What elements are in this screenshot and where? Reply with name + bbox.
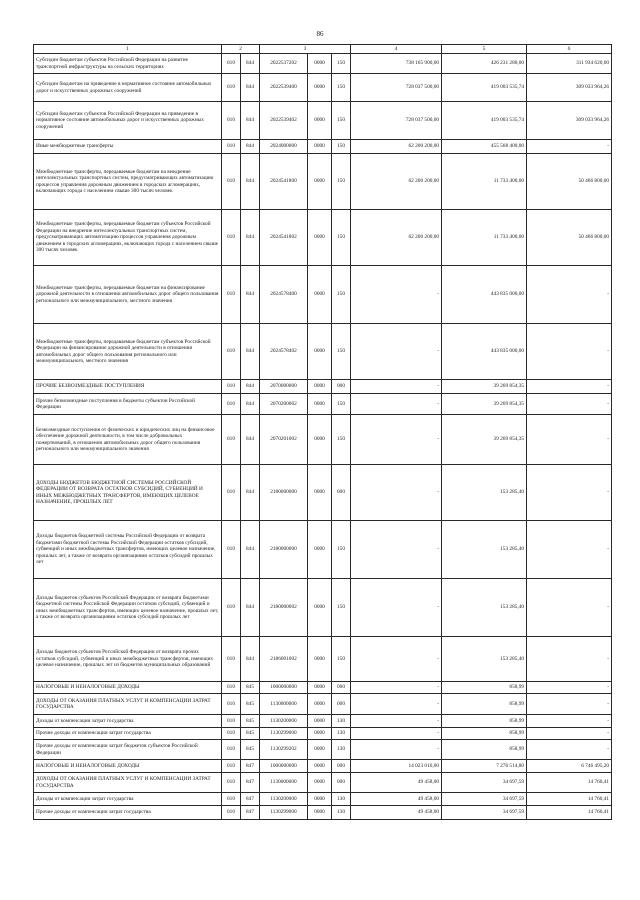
row-code-econ: 150 [332, 415, 351, 465]
row-value-executed: 443 835 000,00 [442, 266, 527, 324]
row-code-kbk: 2024000000 [260, 140, 308, 154]
row-code-program: 0000 [308, 579, 332, 637]
table-row [34, 760, 612, 773]
row-value-approved: - [351, 324, 442, 380]
row-code-main: 010 [222, 694, 241, 715]
row-description: Межбюджетные трансферты, передаваемые бюджетам субъектов Российской Федерации на внедрение интеллектуальных транспортных систем, предусматривающих автоматизацию процессов управления дорожным движением в городских агломерациях, включающих города с населением свыше 300 тысяч человек [34, 210, 222, 266]
row-code-program: 0000 [308, 715, 332, 728]
row-code-main: 010 [222, 682, 241, 694]
row-value-executed: 419 003 535,74 [442, 102, 527, 140]
row-description: ДОХОДЫ ОТ ОКАЗАНИЯ ПЛАТНЫХ УСЛУГ И КОМПЕНСАЦИИ ЗАТРАТ ГОСУДАРСТВА [34, 773, 222, 793]
row-description: Доходы бюджетов бюджетной системы Российской Федерации от возврата бюджетами бюджетной системы Российской Федерации остатков субсидий, субвенций и иных межбюджетных трансфертов, имеющих целевое назначение, прошлых лет, а также от возврата организациями остатков субсидий прошлых лет [34, 521, 222, 579]
row-value-approved: 49 458,00 [351, 793, 442, 806]
row-code-econ: 150 [332, 266, 351, 324]
row-code-main: 010 [222, 415, 241, 465]
row-value-executed: 455 568 400,00 [442, 140, 527, 154]
row-code-main: 010 [222, 210, 241, 266]
row-code-econ: 000 [332, 465, 351, 521]
row-code-kbk: 2180000000 [260, 521, 308, 579]
row-code-kbk: 2070200002 [260, 394, 308, 415]
row-value-unexecuted: - [527, 740, 612, 760]
row-value-approved: 62 200 200,00 [351, 140, 442, 154]
table-row [34, 324, 612, 380]
row-description: ПРОЧИЕ БЕЗВОЗМЕЗДНЫЕ ПОСТУПЛЕНИЯ [34, 380, 222, 394]
row-code-econ: 150 [332, 74, 351, 102]
row-code-kbk: 1130000000 [260, 694, 308, 715]
row-description: Субсидии бюджетам субъектов Российской Федерации на приведение в нормативное состояние автомобильных дорог и искусственных дорожных сооружений [34, 102, 222, 140]
row-code-main: 010 [222, 54, 241, 74]
header-col-2: 2 [222, 45, 260, 54]
row-code-admin: 844 [241, 210, 260, 266]
row-value-unexecuted: 309 033 964,26 [527, 74, 612, 102]
row-code-admin: 844 [241, 465, 260, 521]
row-code-main: 010 [222, 394, 241, 415]
row-code-kbk: 1130299000 [260, 728, 308, 740]
row-value-executed: 39 269 854,35 [442, 415, 527, 465]
row-value-unexecuted: 14 760,41 [527, 793, 612, 806]
row-value-approved: - [351, 740, 442, 760]
row-value-approved: 738 165 900,00 [351, 54, 442, 74]
row-value-unexecuted: - [527, 521, 612, 579]
row-code-kbk: 2022537202 [260, 54, 308, 74]
row-code-main: 010 [222, 637, 241, 682]
table-row [34, 140, 612, 154]
row-code-kbk: 1130000000 [260, 773, 308, 793]
row-code-kbk: 2186001002 [260, 637, 308, 682]
table-row [34, 394, 612, 415]
row-code-admin: 847 [241, 793, 260, 806]
row-code-main: 010 [222, 728, 241, 740]
table-row [34, 740, 612, 760]
row-value-executed: 11 733 400,00 [442, 154, 527, 210]
row-value-executed: 7 276 514,80 [442, 760, 527, 773]
row-value-unexecuted: - [527, 415, 612, 465]
row-code-admin: 845 [241, 682, 260, 694]
table-row [34, 579, 612, 637]
row-value-executed: 426 231 280,00 [442, 54, 527, 74]
row-code-program: 0000 [308, 154, 332, 210]
table-row [34, 210, 612, 266]
row-code-admin: 844 [241, 102, 260, 140]
header-col-6: 6 [527, 45, 612, 54]
row-description: Доходы от компенсации затрат государства [34, 715, 222, 728]
row-value-executed: 34 697,59 [442, 793, 527, 806]
row-value-approved: - [351, 682, 442, 694]
row-code-main: 010 [222, 154, 241, 210]
header-col-5: 5 [442, 45, 527, 54]
row-code-program: 0000 [308, 740, 332, 760]
row-code-econ: 150 [332, 637, 351, 682]
row-value-approved: 728 037 500,00 [351, 74, 442, 102]
row-value-approved: - [351, 728, 442, 740]
row-value-executed: 443 835 000,00 [442, 324, 527, 380]
row-value-approved: 62 200 200,00 [351, 210, 442, 266]
row-value-approved: 14 023 010,00 [351, 760, 442, 773]
table-row [34, 637, 612, 682]
row-code-program: 0000 [308, 728, 332, 740]
row-code-admin: 847 [241, 760, 260, 773]
row-code-main: 010 [222, 380, 241, 394]
row-code-program: 0000 [308, 773, 332, 793]
row-code-kbk: 2022539402 [260, 102, 308, 140]
table-body [34, 54, 612, 820]
table-row [34, 521, 612, 579]
row-code-econ: 150 [332, 521, 351, 579]
row-code-admin: 847 [241, 773, 260, 793]
row-value-executed: 858,99 [442, 740, 527, 760]
row-code-kbk: 2024541802 [260, 210, 308, 266]
row-code-econ: 150 [332, 54, 351, 74]
row-code-econ: 130 [332, 728, 351, 740]
row-value-unexecuted: - [527, 579, 612, 637]
table-row [34, 154, 612, 210]
table-row [34, 266, 612, 324]
row-code-kbk: 2180000000 [260, 465, 308, 521]
row-code-main: 010 [222, 760, 241, 773]
row-description: Доходы от компенсации затрат государства [34, 793, 222, 806]
row-value-unexecuted: - [527, 380, 612, 394]
row-code-program: 0000 [308, 380, 332, 394]
table-row [34, 773, 612, 793]
row-value-unexecuted: 14 760,41 [527, 806, 612, 820]
row-code-econ: 150 [332, 579, 351, 637]
row-description: ДОХОДЫ ОТ ОКАЗАНИЯ ПЛАТНЫХ УСЛУГ И КОМПЕНСАЦИИ ЗАТРАТ ГОСУДАРСТВА [34, 694, 222, 715]
row-value-executed: 153 285,40 [442, 465, 527, 521]
row-value-executed: 419 003 535,74 [442, 74, 527, 102]
row-value-executed: 34 697,59 [442, 773, 527, 793]
row-code-main: 010 [222, 266, 241, 324]
column-number-header-row [34, 45, 612, 54]
row-value-unexecuted: - [527, 715, 612, 728]
row-description: Иные межбюджетные трансферты [34, 140, 222, 154]
row-description: Доходы бюджетов субъектов Российской Федерации от возврата прочих остатков субсидий, субвенций и иных межбюджетных трансфертов, имеющих целевое назначение, прошлых лет из бюджетов муниципальных образований [34, 637, 222, 682]
row-code-econ: 150 [332, 102, 351, 140]
header-col-4: 4 [351, 45, 442, 54]
row-code-admin: 844 [241, 266, 260, 324]
row-description: Прочие доходы от компенсации затрат государства [34, 728, 222, 740]
row-value-approved: - [351, 715, 442, 728]
header-col-3: 3 [260, 45, 351, 54]
row-value-unexecuted: - [527, 140, 612, 154]
row-code-admin: 844 [241, 140, 260, 154]
row-code-main: 010 [222, 793, 241, 806]
row-code-program: 0000 [308, 694, 332, 715]
row-code-econ: 000 [332, 380, 351, 394]
row-code-econ: 000 [332, 760, 351, 773]
row-value-executed: 858,99 [442, 728, 527, 740]
row-description: Прочие безвозмездные поступления в бюджеты субъектов Российской Федерации [34, 394, 222, 415]
table-row [34, 380, 612, 394]
row-description: Субсидии бюджетам на приведение в нормативное состояние автомобильных дорог и искусственных дорожных сооружений [34, 74, 222, 102]
row-code-program: 0000 [308, 465, 332, 521]
row-value-executed: 153 285,40 [442, 579, 527, 637]
row-value-approved: - [351, 694, 442, 715]
row-code-admin: 844 [241, 380, 260, 394]
row-code-admin: 847 [241, 806, 260, 820]
row-code-econ: 130 [332, 806, 351, 820]
row-code-program: 0000 [308, 394, 332, 415]
row-code-main: 010 [222, 140, 241, 154]
row-code-program: 0000 [308, 102, 332, 140]
row-code-main: 010 [222, 715, 241, 728]
row-code-econ: 000 [332, 694, 351, 715]
row-code-program: 0000 [308, 415, 332, 465]
row-code-kbk: 2070201002 [260, 415, 308, 465]
row-value-executed: 153 285,40 [442, 521, 527, 579]
row-value-approved: - [351, 380, 442, 394]
row-code-main: 010 [222, 806, 241, 820]
row-value-executed: 858,99 [442, 682, 527, 694]
row-code-main: 010 [222, 773, 241, 793]
row-code-admin: 845 [241, 728, 260, 740]
row-value-unexecuted: - [527, 394, 612, 415]
row-description: Прочие доходы от компенсации затрат государства [34, 806, 222, 820]
table-row [34, 102, 612, 140]
row-code-admin: 845 [241, 715, 260, 728]
row-code-admin: 844 [241, 54, 260, 74]
row-code-econ: 000 [332, 773, 351, 793]
row-value-executed: 858,99 [442, 694, 527, 715]
row-value-unexecuted: - [527, 324, 612, 380]
row-code-admin: 844 [241, 154, 260, 210]
row-code-program: 0000 [308, 760, 332, 773]
table-row [34, 793, 612, 806]
row-code-econ: 130 [332, 793, 351, 806]
row-code-main: 010 [222, 102, 241, 140]
row-code-econ: 130 [332, 715, 351, 728]
table-row [34, 728, 612, 740]
row-description: Межбюджетные трансферты, передаваемые бюджетам субъектов Российской Федерации на финансирование дорожной деятельности в отношении автомобильных дорог общего пользования регионального или межмуниципального, местного значения [34, 324, 222, 380]
table-row [34, 806, 612, 820]
table-row [34, 465, 612, 521]
table-row [34, 694, 612, 715]
row-code-kbk: 1130200000 [260, 793, 308, 806]
row-value-unexecuted: 6 746 495,20 [527, 760, 612, 773]
row-value-unexecuted: - [527, 465, 612, 521]
row-value-unexecuted: - [527, 637, 612, 682]
row-code-kbk: 2022539400 [260, 74, 308, 102]
row-code-kbk: 1130299000 [260, 806, 308, 820]
header-col-1: 1 [34, 45, 222, 54]
row-code-program: 0000 [308, 521, 332, 579]
row-description: Межбюджетные трансферты, передаваемые бюджетам на финансирование дорожной деятельности в отношении автомобильных дорог общего пользования регионального или межмуниципального, местного значения [34, 266, 222, 324]
row-code-admin: 845 [241, 740, 260, 760]
row-value-executed: 153 285,40 [442, 637, 527, 682]
row-value-unexecuted: - [527, 266, 612, 324]
table-row [34, 74, 612, 102]
row-code-program: 0000 [308, 266, 332, 324]
row-value-approved: 728 037 500,00 [351, 102, 442, 140]
row-description: ДОХОДЫ БЮДЖЕТОВ БЮДЖЕТНОЙ СИСТЕМЫ РОССИЙСКОЙ ФЕДЕРАЦИИ ОТ ВОЗВРАТА ОСТАТКОВ СУБСИДИЙ, СУБВЕНЦИЙ И ИНЫХ МЕЖБЮДЖЕТНЫХ ТРАНСФЕРТОВ, ИМЕЮЩИХ ЦЕЛЕВОЕ НАЗНАЧЕНИЕ, ПРОШЛЫХ ЛЕТ [34, 465, 222, 521]
row-code-econ: 150 [332, 154, 351, 210]
row-description: Субсидии бюджетам субъектов Российской Федерации на развитие транспортной инфраструктуры на сельских территориях [34, 54, 222, 74]
table-row [34, 415, 612, 465]
row-code-admin: 844 [241, 324, 260, 380]
row-value-executed: 39 269 854,35 [442, 394, 527, 415]
row-code-program: 0000 [308, 324, 332, 380]
table-row [34, 682, 612, 694]
row-value-unexecuted: - [527, 728, 612, 740]
row-value-unexecuted: - [527, 682, 612, 694]
row-code-kbk: 2024578400 [260, 266, 308, 324]
row-code-econ: 150 [332, 210, 351, 266]
row-value-approved: - [351, 394, 442, 415]
row-description: Межбюджетные трансферты, передаваемые бюджетам на внедрение интеллектуальных транспортных систем, предусматривающих автоматизацию процессов управления дорожным движением в городских агломерациях, включающих города с населением свыше 300 тысяч человек [34, 154, 222, 210]
row-value-unexecuted: 50 466 800,00 [527, 210, 612, 266]
row-code-admin: 844 [241, 579, 260, 637]
row-value-approved: 49 458,00 [351, 806, 442, 820]
row-code-admin: 844 [241, 394, 260, 415]
row-code-admin: 844 [241, 521, 260, 579]
row-code-kbk: 2024541800 [260, 154, 308, 210]
row-code-main: 010 [222, 521, 241, 579]
row-code-program: 0000 [308, 74, 332, 102]
row-code-program: 0000 [308, 54, 332, 74]
row-value-executed: 858,99 [442, 715, 527, 728]
row-code-main: 010 [222, 74, 241, 102]
row-code-admin: 844 [241, 415, 260, 465]
row-code-program: 0000 [308, 682, 332, 694]
row-description: Прочие доходы от компенсации затрат бюджетов субъектов Российской Федерации [34, 740, 222, 760]
row-code-kbk: 2070000000 [260, 380, 308, 394]
row-code-main: 010 [222, 324, 241, 380]
row-value-approved: - [351, 266, 442, 324]
row-code-main: 010 [222, 740, 241, 760]
row-value-unexecuted: 50 466 800,00 [527, 154, 612, 210]
row-code-econ: 150 [332, 394, 351, 415]
row-code-program: 0000 [308, 140, 332, 154]
row-value-approved: - [351, 579, 442, 637]
row-value-approved: - [351, 637, 442, 682]
budget-revenue-table [33, 44, 612, 820]
row-code-program: 0000 [308, 637, 332, 682]
row-code-kbk: 1000000000 [260, 760, 308, 773]
row-value-approved: - [351, 415, 442, 465]
row-code-kbk: 2024578402 [260, 324, 308, 380]
row-description: Доходы бюджетов субъектов Российской Федерации от возврата бюджетами бюджетной системы Российской Федерации остатков субсидий, субвенций и иных межбюджетных трансфертов, имеющих целевое назначение, прошлых лет, а также от возврата организациями остатков субсидий прошлых лет [34, 579, 222, 637]
row-code-program: 0000 [308, 806, 332, 820]
table-row [34, 54, 612, 74]
row-code-program: 0000 [308, 793, 332, 806]
row-value-approved: 62 200 200,00 [351, 154, 442, 210]
row-value-executed: 34 697,59 [442, 806, 527, 820]
row-code-admin: 844 [241, 637, 260, 682]
row-value-unexecuted: 311 934 620,00 [527, 54, 612, 74]
table-row [34, 715, 612, 728]
row-description: НАЛОГОВЫЕ И НЕНАЛОГОВЫЕ ДОХОДЫ [34, 760, 222, 773]
row-code-kbk: 1130299202 [260, 740, 308, 760]
row-code-econ: 130 [332, 740, 351, 760]
row-code-econ: 150 [332, 140, 351, 154]
row-value-unexecuted: 309 033 964,26 [527, 102, 612, 140]
row-value-unexecuted: - [527, 694, 612, 715]
row-code-econ: 150 [332, 324, 351, 380]
row-description: Безвозмездные поступления от физических и юридических лиц на финансовое обеспечение дорожной деятельности, в том числе добровольных пожертвований, в отношении автомобильных дорог общего пользования регионального или межмуниципального значения [34, 415, 222, 465]
row-value-unexecuted: 14 760,41 [527, 773, 612, 793]
row-code-kbk: 1130200000 [260, 715, 308, 728]
row-code-main: 010 [222, 465, 241, 521]
row-value-executed: 11 733 400,00 [442, 210, 527, 266]
row-code-program: 0000 [308, 210, 332, 266]
row-value-executed: 39 269 854,35 [442, 380, 527, 394]
row-code-kbk: 1000000000 [260, 682, 308, 694]
row-code-econ: 000 [332, 682, 351, 694]
row-value-approved: - [351, 521, 442, 579]
row-code-admin: 844 [241, 74, 260, 102]
row-description: НАЛОГОВЫЕ И НЕНАЛОГОВЫЕ ДОХОДЫ [34, 682, 222, 694]
page-number: 86 [316, 30, 324, 38]
row-code-main: 010 [222, 579, 241, 637]
row-code-admin: 845 [241, 694, 260, 715]
row-value-approved: - [351, 465, 442, 521]
row-value-approved: 49 458,00 [351, 773, 442, 793]
row-code-kbk: 2180000002 [260, 579, 308, 637]
